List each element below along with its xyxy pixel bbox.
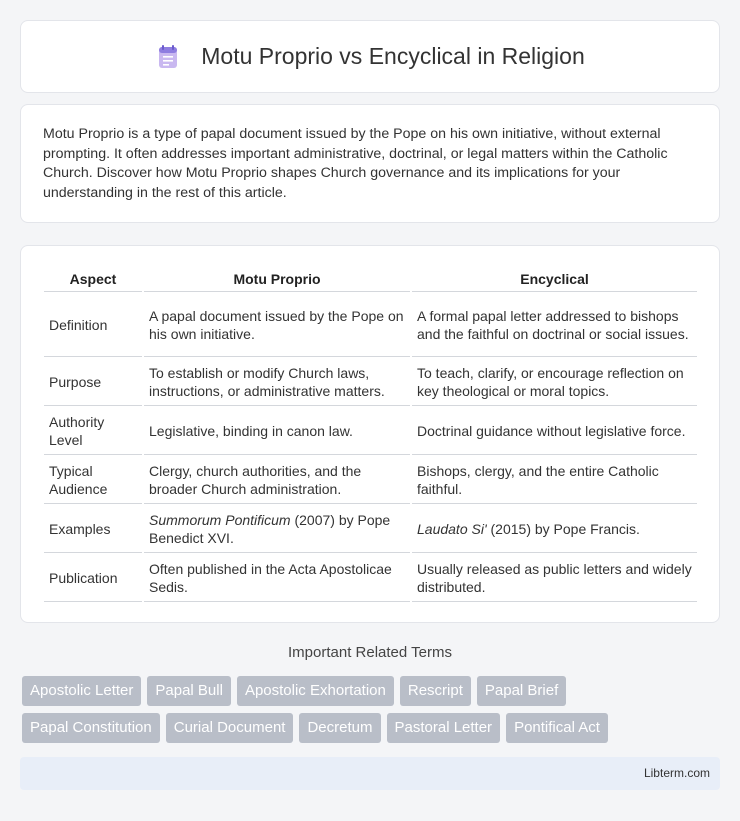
table-row xyxy=(44,408,697,455)
motu-cell: A papal document issued by the Pope on his own initiative. xyxy=(144,294,410,357)
tag-papal-constitution[interactable]: Papal Constitution xyxy=(22,713,160,743)
tag-rescript[interactable]: Rescript xyxy=(400,676,471,706)
tag-papal-brief[interactable]: Papal Brief xyxy=(477,676,566,706)
encyclical-cell xyxy=(412,506,697,553)
encyclical-example-title: Laudato Si' xyxy=(417,521,487,537)
tag-row xyxy=(22,713,722,743)
table-row xyxy=(44,506,697,553)
document-icon xyxy=(155,44,181,70)
header-encyclical: Encyclical xyxy=(412,266,697,292)
table-row xyxy=(44,555,697,602)
tag-pontifical-act[interactable]: Pontifical Act xyxy=(506,713,608,743)
table-row xyxy=(44,457,697,504)
tag-apostolic-letter[interactable]: Apostolic Letter xyxy=(22,676,141,706)
page-title: Motu Proprio vs Encyclical in Religion xyxy=(201,43,585,69)
motu-cell xyxy=(144,506,410,553)
comparison-table xyxy=(42,264,699,604)
motu-cell: Clergy, church authorities, and the broader Church administration. xyxy=(144,457,410,504)
tag-decretum[interactable]: Decretum xyxy=(299,713,380,743)
title-card xyxy=(20,20,720,93)
table-row xyxy=(44,294,697,357)
header-aspect: Aspect xyxy=(44,266,142,292)
encyclical-example-detail: (2015) by Pope Francis. xyxy=(486,521,640,537)
tag-apostolic-exhortation[interactable]: Apostolic Exhortation xyxy=(237,676,394,706)
aspect-cell: Typical Audience xyxy=(44,457,142,504)
tag-papal-bull[interactable]: Papal Bull xyxy=(147,676,231,706)
motu-example-title: Summorum Pontificum xyxy=(149,512,291,528)
encyclical-cell: A formal papal letter addressed to bishops and the faithful on doctrinal or social issues. xyxy=(412,294,697,357)
encyclical-cell: To teach, clarify, or encourage reflection on key theological or moral topics. xyxy=(412,359,697,406)
motu-example-detail: (2007) by Pope Benedict XVI. xyxy=(149,512,391,546)
motu-cell: Legislative, binding in canon law. xyxy=(144,408,410,455)
header-motu-proprio: Motu Proprio xyxy=(144,266,410,292)
intro-text: Motu Proprio is a type of papal document issued by the Pope on his own initiative, without external prompting. It often addresses important administrative, doctrinal, or legal matters within the Catholic Church. Discover how Motu Proprio shapes Church governance and its implications for your understanding in the rest of this article. xyxy=(43,126,668,201)
tag-curial-document[interactable]: Curial Document xyxy=(166,713,294,743)
motu-cell: Often published in the Acta Apostolicae Sedis. xyxy=(144,555,410,602)
comparison-card xyxy=(20,245,720,623)
footer xyxy=(20,757,720,790)
related-terms-tags xyxy=(22,676,722,750)
aspect-cell: Purpose xyxy=(44,359,142,406)
related-terms-title: Important Related Terms xyxy=(288,644,452,661)
aspect-cell: Examples xyxy=(44,506,142,553)
aspect-cell: Definition xyxy=(44,294,142,357)
tag-row xyxy=(22,676,722,706)
intro-card xyxy=(20,104,720,223)
encyclical-cell: Doctrinal guidance without legislative force. xyxy=(412,408,697,455)
encyclical-cell: Usually released as public letters and widely distributed. xyxy=(412,555,697,602)
aspect-cell: Publication xyxy=(44,555,142,602)
footer-link[interactable]: Libterm.com xyxy=(643,766,710,780)
aspect-cell: Authority Level xyxy=(44,408,142,455)
table-header-row xyxy=(44,266,697,292)
table-row xyxy=(44,359,697,406)
tag-pastoral-letter[interactable]: Pastoral Letter xyxy=(387,713,501,743)
motu-cell: To establish or modify Church laws, instructions, or administrative matters. xyxy=(144,359,410,406)
encyclical-cell: Bishops, clergy, and the entire Catholic faithful. xyxy=(412,457,697,504)
